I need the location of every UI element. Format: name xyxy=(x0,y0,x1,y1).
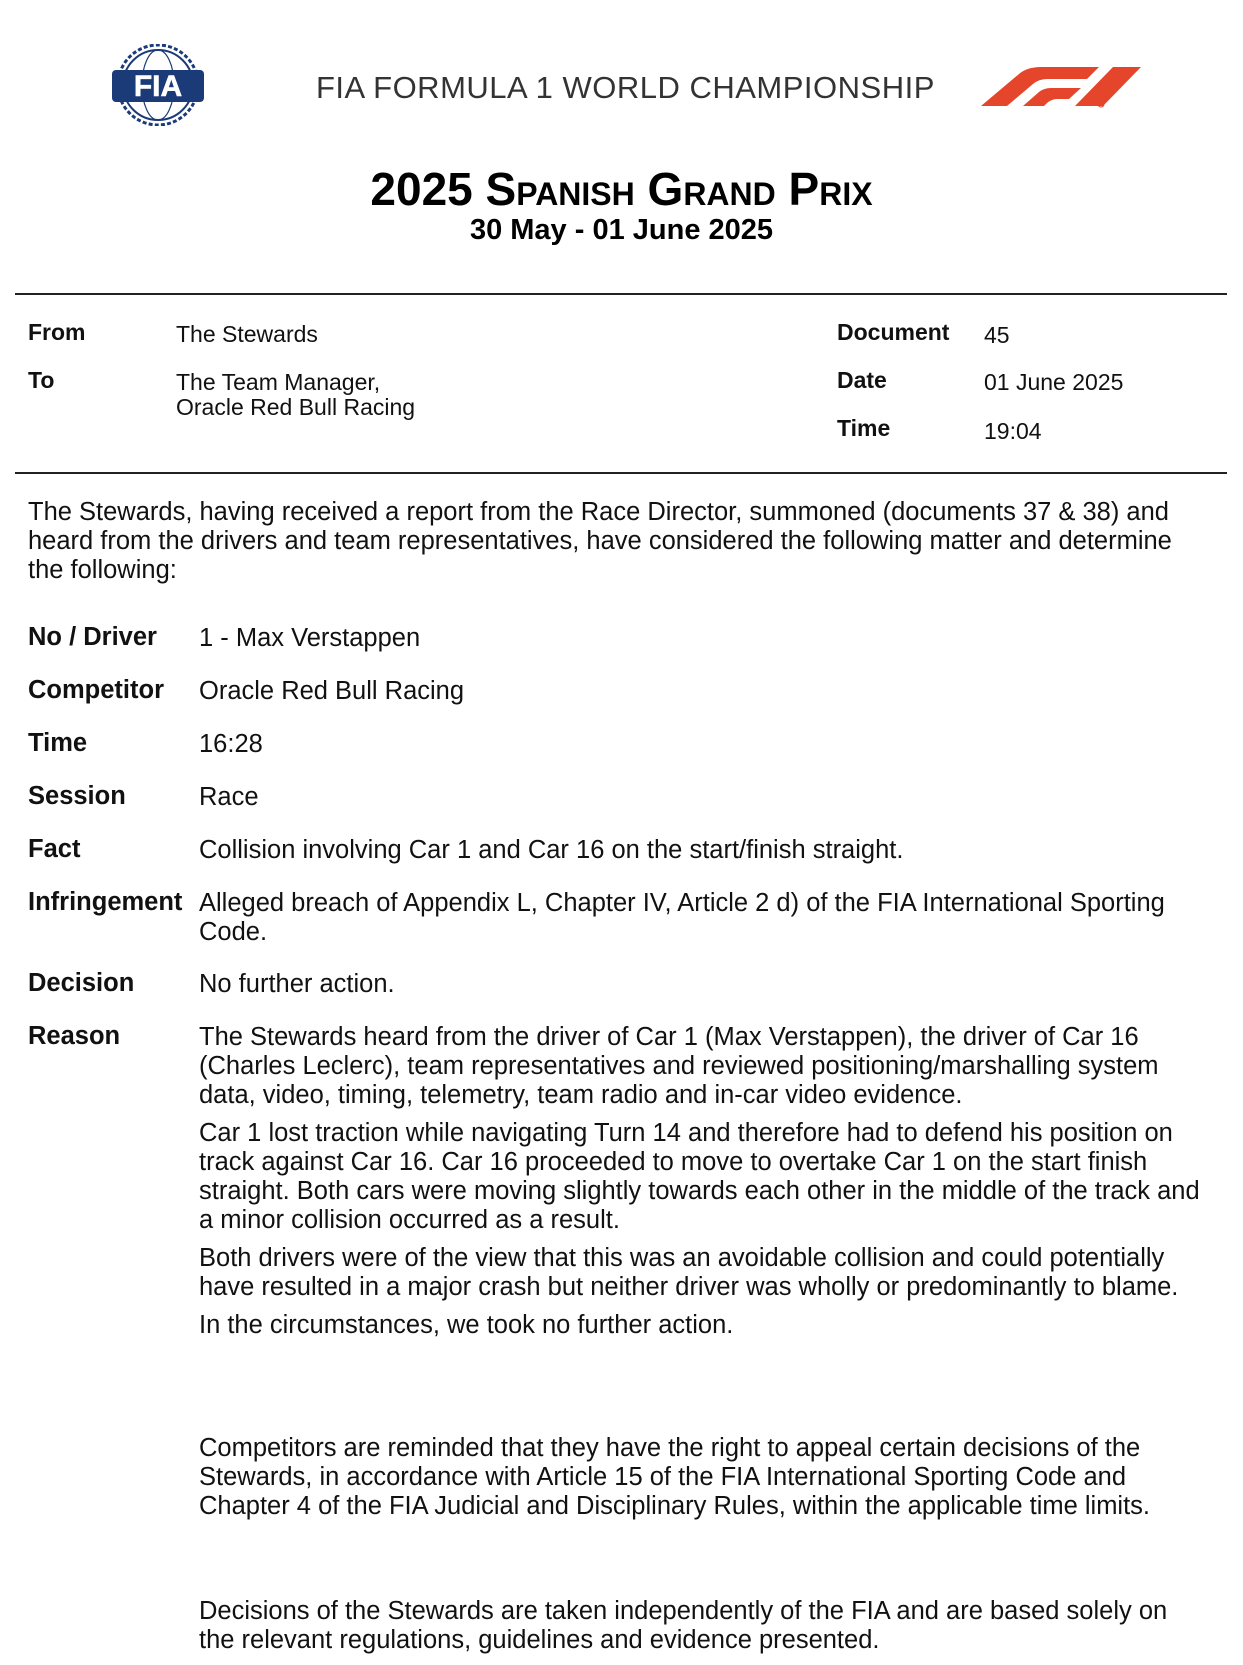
to-value-line1: The Team Manager, xyxy=(176,369,381,395)
event-title xyxy=(0,162,1243,216)
fact-label: Fact xyxy=(28,835,81,863)
from-label: From xyxy=(28,319,86,345)
reason-paragraph: Car 1 lost traction while navigating Turn 14 and therefore had to defend his position on track against Car 16. Car 16 proceeded to move to overtake Car 1 on the start finish straight. Both cars were moving slightly towards each other in the middle of the track and a minor collision occurred as a result. xyxy=(199,1119,1200,1234)
document-number: 45 xyxy=(984,322,1010,348)
intro-paragraph: The Stewards, having received a report from the Race Director, summoned (documents 37 & 38) and heard from the drivers and team representatives, have considered the following matter and determine the following: xyxy=(28,498,1172,584)
to-value-line2: Oracle Red Bull Racing xyxy=(176,394,416,420)
driver-value: 1 - Max Verstappen xyxy=(199,624,421,652)
independence-note: Decisions of the Stewards are taken independently of the FIA and are based solely on the relevant regulations, guidelines and evidence presented. xyxy=(199,1597,1168,1654)
fia-logo xyxy=(98,44,214,126)
infringement-label: Infringement xyxy=(28,888,183,916)
incident-time-value: 16:28 xyxy=(199,730,263,758)
driver-label: No / Driver xyxy=(28,623,157,651)
event-year: 2025 xyxy=(370,163,473,215)
decision-label: Decision xyxy=(28,969,135,997)
date-label: Date xyxy=(837,367,887,393)
championship-title: FIA FORMULA 1 WORLD CHAMPIONSHIP xyxy=(316,70,935,105)
from-value: The Stewards xyxy=(176,321,318,347)
reason-paragraph: In the circumstances, we took no further action. xyxy=(199,1311,734,1339)
time-value: 19:04 xyxy=(984,418,1042,444)
competitor-label: Competitor xyxy=(28,676,164,704)
f1-logo xyxy=(975,62,1143,110)
fact-value: Collision involving Car 1 and Car 16 on the start/finish straight. xyxy=(199,836,904,864)
event-dates: 30 May - 01 June 2025 xyxy=(469,214,774,246)
bottom-divider xyxy=(15,472,1227,474)
reason-label: Reason xyxy=(28,1022,121,1050)
document-label: Document xyxy=(837,319,950,345)
date-value: 01 June 2025 xyxy=(984,369,1124,395)
appeal-note: Competitors are reminded that they have the right to appeal certain decisions of the Stewards, in accordance with Article 15 of the FIA International Sporting Code and Chapter 4 of the FIA Judicial and Disciplinary Rules, within the applicable time limits. xyxy=(199,1434,1151,1520)
reason-paragraph: Both drivers were of the view that this was an avoidable collision and could potentially have resulted in a major crash but neither driver was wholly or predominantly to blame. xyxy=(199,1244,1179,1301)
infringement-value: Alleged breach of Appendix L, Chapter IV, Article 2 d) of the FIA International Sporting Code. xyxy=(199,889,1165,946)
session-label: Session xyxy=(28,782,126,810)
document-header xyxy=(0,0,1243,150)
reason-paragraph: The Stewards heard from the driver of Car 1 (Max Verstappen), the driver of Car 16 (Charles Leclerc), team representatives and reviewed positioning/marshalling system data, video, timing, telemetry, team radio and in-car video evidence. xyxy=(199,1023,1159,1109)
time-label: Time xyxy=(837,415,891,441)
session-value: Race xyxy=(199,783,259,811)
incident-time-label: Time xyxy=(28,729,88,757)
top-divider xyxy=(15,293,1227,295)
fia-logo-text: FIA xyxy=(133,70,183,103)
reason-body xyxy=(199,1023,1209,1349)
decision-value: No further action. xyxy=(199,970,395,998)
to-label: To xyxy=(28,367,55,393)
competitor-value: Oracle Red Bull Racing xyxy=(199,677,465,705)
event-name: Spanish Grand Prix xyxy=(485,163,873,215)
